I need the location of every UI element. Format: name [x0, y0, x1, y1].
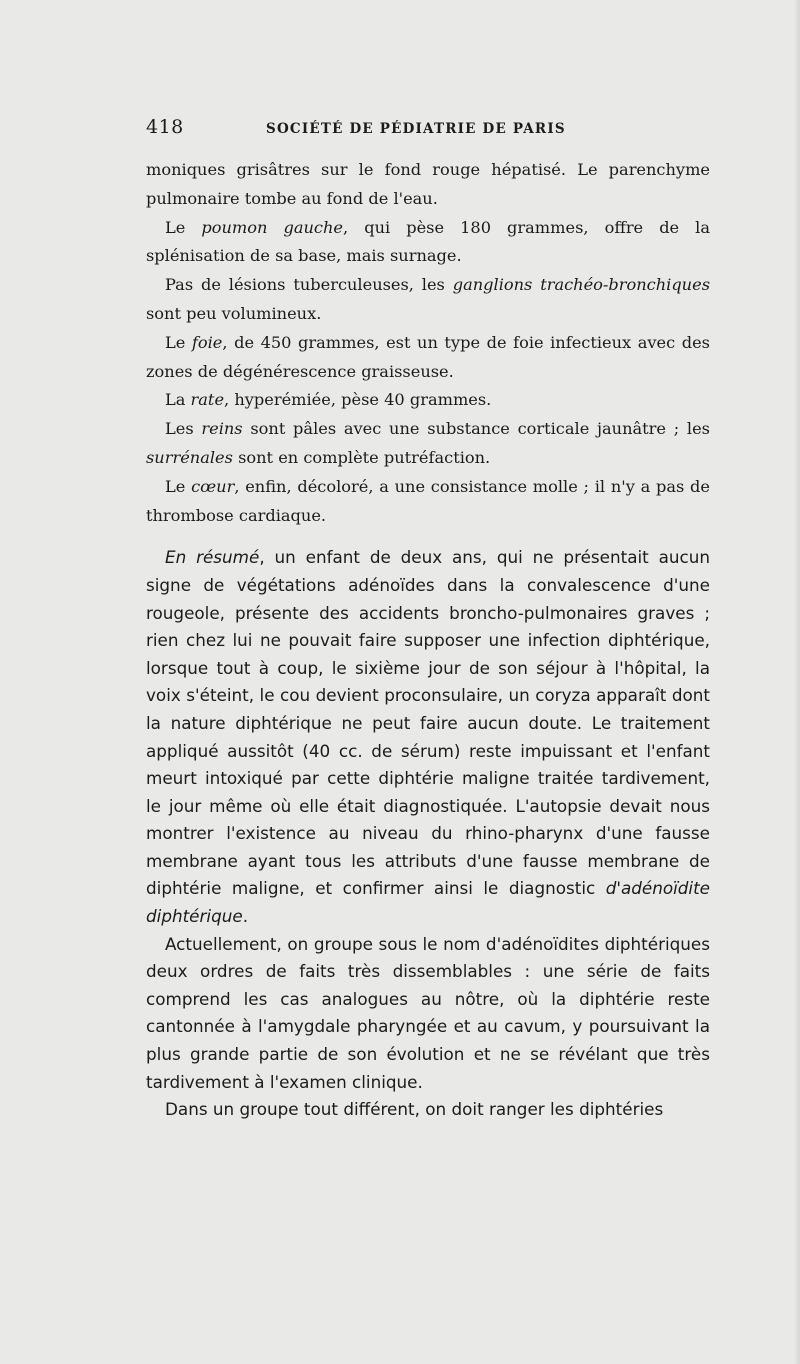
paragraph-spleen: La rate, hyperémiée, pèse 40 grammes. [165, 390, 492, 410]
autopsy-findings [146, 156, 710, 530]
page-number: 418 [146, 116, 184, 138]
paragraph-current-grouping: Actuellement, on groupe sous le nom d'adénoïdites diphtériques deux ordres de faits très dissemblables : une série de faits comprend les cas analogues au nôtre, où la diphtérie reste cantonnée à l'amygdale pharyngée et au cavum, y poursuivant la plus grande partie de son évolution et ne se révélant que très tardivement à l'examen clinique. [146, 933, 710, 1092]
paragraph-left-lung: Le poumon gauche, qui pèse 180 grammes, offre de la splénisation de sa base, mais surnage. [146, 217, 711, 266]
paragraph-other-group: Dans un groupe tout différent, on doit ranger les diphtéries [165, 1099, 664, 1120]
paragraph-ganglions: Pas de lésions tuberculeuses, les ganglions trachéo-bronchiques sont peu volumineux. [146, 275, 710, 323]
page-edge-shadow [794, 0, 800, 1364]
paragraph-kidneys: Les reins sont pâles avec une substance corticale jaunâtre ; les surrénales sont en complète putréfaction. [146, 419, 710, 467]
paragraph-heart: Le cœur, enfin, décoloré, a une consistance molle ; il n'y a pas de thrombose cardiaque. [146, 476, 710, 525]
paragraph-lung-continued: moniques grisâtres sur le fond rouge hépatisé. Le parenchyme pulmonaire tombe au fond de l'eau. [146, 160, 710, 208]
paragraph-liver: Le foie, de 450 grammes, est un type de foie infectieux avec des zones de dégénérescence graisseuse. [146, 332, 710, 381]
discussion-text [146, 544, 710, 1123]
running-head: SOCIÉTÉ DE PÉDIATRIE DE PARIS [266, 121, 566, 137]
page-header [146, 116, 710, 146]
book-page [146, 116, 710, 1124]
paragraph-summary: En résumé, un enfant de deux ans, qui ne présentait aucun signe de végétations adénoïdes dans la convalescence d'une rougeole, présente des accidents broncho-pulmonaires graves ; rien chez lui ne pouvait faire supposer une infection diphtérique, lorsque tout à coup, le sixième jour de son séjour à l'hôpital, la voix s'éteint, le cou devient proconsulaire, un coryza apparaît dont la nature diphtérique ne peut faire aucun doute. Le traitement appliqué aussitôt (40 cc. de sérum) reste impuissant et l'enfant meurt intoxiqué par cette diphtérie maligne traitée tardivement, le jour même où elle était diagnostiquée. L'autopsie devait nous montrer l'existence au niveau du rhino-pharynx d'une fausse membrane ayant tous les attributs d'une fausse membrane de diphtérie maligne, et confirmer ainsi le diagnostic d'adénoïdite diphtérique. [146, 547, 710, 927]
